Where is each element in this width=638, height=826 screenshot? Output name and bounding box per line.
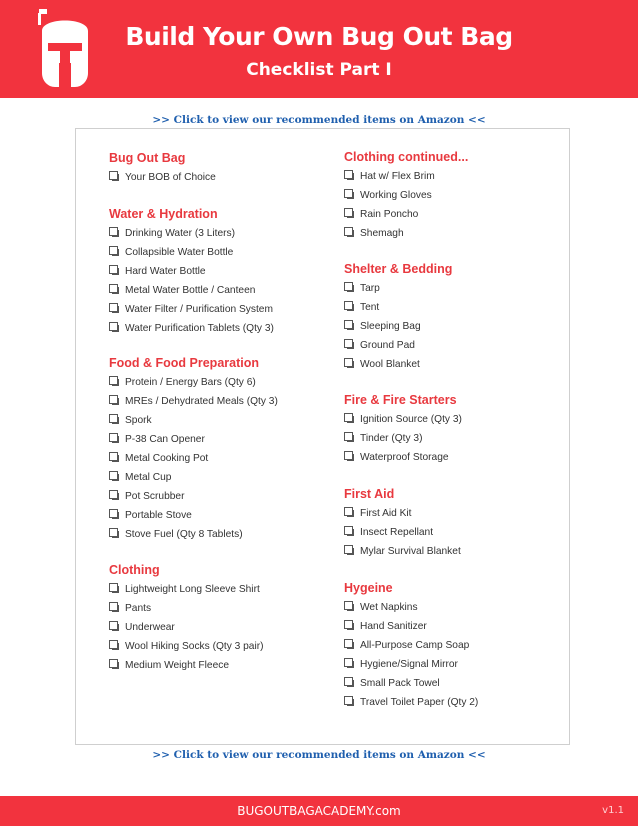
checklist-item[interactable]: [344, 339, 415, 351]
checkbox-icon[interactable]: [344, 227, 353, 236]
checklist-item[interactable]: [344, 301, 379, 313]
checkbox-icon[interactable]: [344, 601, 353, 610]
checklist-item[interactable]: [109, 303, 273, 315]
version-label: v1.1: [602, 805, 624, 816]
checklist-item-label: P-38 Can Opener: [125, 434, 205, 445]
checklist-item-label: Tarp: [360, 283, 380, 294]
checklist-item-label: Wool Blanket: [360, 359, 420, 370]
checklist-item-label: Hand Sanitizer: [360, 621, 427, 632]
checklist-item[interactable]: [109, 471, 171, 483]
checklist-item-label: Medium Weight Fleece: [125, 660, 229, 671]
checklist-item[interactable]: [344, 320, 421, 332]
checklist-item-label: Metal Cup: [125, 472, 172, 483]
checkbox-icon[interactable]: [344, 507, 353, 516]
checklist-item[interactable]: [109, 452, 208, 464]
checkbox-icon[interactable]: [344, 320, 353, 329]
checklist-item[interactable]: [109, 490, 184, 502]
section-title-shelter-bedding: Shelter & Bedding: [344, 262, 453, 276]
checkbox-icon[interactable]: [109, 322, 118, 331]
checkbox-icon[interactable]: [109, 395, 118, 404]
checklist-item-label: Spork: [125, 415, 152, 426]
checklist-item[interactable]: [109, 528, 243, 540]
checklist-item[interactable]: [344, 208, 418, 220]
checklist-item-label: Tent: [360, 302, 380, 313]
checkbox-icon[interactable]: [109, 171, 118, 180]
checklist-item[interactable]: [344, 620, 427, 632]
checkbox-icon[interactable]: [344, 189, 353, 198]
checklist-item[interactable]: [109, 246, 233, 258]
checklist-item-label: Small Pack Towel: [360, 678, 440, 689]
checkbox-icon[interactable]: [344, 432, 353, 441]
checklist-item-label: Lightweight Long Sleeve Shirt: [125, 584, 260, 595]
checkbox-icon[interactable]: [109, 621, 118, 630]
checklist-item[interactable]: [109, 433, 205, 445]
checklist-item[interactable]: [344, 545, 461, 557]
checklist-item-label: Ground Pad: [360, 340, 415, 351]
checklist-item-label: Metal Cooking Pot: [125, 453, 209, 464]
checklist-item-label: Mylar Survival Blanket: [360, 546, 461, 557]
checklist-item[interactable]: [109, 171, 216, 183]
checkbox-icon[interactable]: [344, 696, 353, 705]
checklist-item-label: Sleeping Bag: [360, 321, 421, 332]
checklist-item[interactable]: [344, 358, 420, 370]
checklist-item-label: Shemagh: [360, 228, 404, 239]
checkbox-icon[interactable]: [109, 640, 118, 649]
checklist-item[interactable]: [109, 602, 151, 614]
checkbox-icon[interactable]: [344, 451, 353, 460]
checklist-item[interactable]: [344, 677, 440, 689]
checklist-item-label: Your BOB of Choice: [125, 172, 216, 183]
checkbox-icon[interactable]: [344, 339, 353, 348]
section-title-food-food-preparation: Food & Food Preparation: [109, 356, 259, 370]
checklist-item-label: Hat w/ Flex Brim: [360, 171, 435, 182]
checklist-item-label: Wool Hiking Socks (Qty 3 pair): [125, 641, 264, 652]
checklist-item[interactable]: [344, 451, 449, 463]
section-title-hygeine: Hygeine: [344, 581, 393, 595]
checklist-item-label: Hygiene/Signal Mirror: [360, 659, 458, 670]
checklist-item[interactable]: [109, 621, 175, 633]
checklist-item-label: Pants: [125, 603, 152, 614]
checkbox-icon[interactable]: [109, 509, 118, 518]
checkbox-icon[interactable]: [109, 602, 118, 611]
checkbox-icon[interactable]: [344, 170, 353, 179]
checkbox-icon[interactable]: [344, 526, 353, 535]
footer-bar: [0, 796, 638, 826]
checkbox-icon[interactable]: [344, 413, 353, 422]
checkbox-icon[interactable]: [109, 659, 118, 668]
amazon-link-bottom[interactable]: >> Click to view our recommended items on Amazon <<: [152, 749, 486, 761]
checklist-item-label: Drinking Water (3 Liters): [125, 228, 236, 239]
checklist-item[interactable]: [109, 265, 206, 277]
checkbox-icon[interactable]: [109, 284, 118, 293]
checklist-item-label: Tinder (Qty 3): [360, 433, 423, 444]
checkbox-icon[interactable]: [344, 208, 353, 217]
checklist-item-label: Waterproof Storage: [360, 452, 449, 463]
section-title-clothing-continued: Clothing continued...: [344, 150, 469, 164]
checklist-item[interactable]: [344, 282, 380, 294]
footer-site-link[interactable]: BUGOUTBAGACADEMY.com: [237, 804, 401, 818]
checkbox-icon[interactable]: [109, 246, 118, 255]
checklist-item[interactable]: [109, 284, 255, 296]
section-title-fire-fire-starters: Fire & Fire Starters: [344, 393, 457, 407]
checklist-item-label: Collapsible Water Bottle: [125, 247, 234, 258]
section-title-water-hydration: Water & Hydration: [109, 207, 218, 221]
checkbox-icon[interactable]: [344, 301, 353, 310]
checklist-item[interactable]: [344, 170, 435, 182]
checklist-item-label: Water Purification Tablets (Qty 3): [125, 323, 274, 334]
checkbox-icon[interactable]: [109, 376, 118, 385]
page-subtitle: Checklist Part I: [246, 60, 392, 80]
checkbox-icon[interactable]: [109, 303, 118, 312]
checklist-item-label: Rain Poncho: [360, 209, 419, 220]
checkbox-icon[interactable]: [109, 471, 118, 480]
checklist-item-label: Ignition Source (Qty 3): [360, 414, 462, 425]
checkbox-icon[interactable]: [344, 620, 353, 629]
checklist-item-label: Insect Repellant: [360, 527, 434, 538]
checklist-item-label: Wet Napkins: [360, 602, 418, 613]
checklist-item[interactable]: [109, 640, 264, 652]
checkbox-icon[interactable]: [344, 677, 353, 686]
checklist-item[interactable]: [109, 659, 229, 671]
checkbox-icon[interactable]: [109, 583, 118, 592]
checklist-item-label: Protein / Energy Bars (Qty 6): [125, 377, 256, 388]
checklist-item-label: All-Purpose Camp Soap: [360, 640, 470, 651]
checklist-item-label: Pot Scrubber: [125, 491, 185, 502]
checklist-item[interactable]: [109, 583, 260, 595]
checklist-item[interactable]: [109, 395, 278, 407]
checklist-item-label: Travel Toilet Paper (Qty 2): [360, 697, 479, 708]
checklist-item[interactable]: [109, 414, 152, 426]
page-title: Build Your Own Bug Out Bag: [125, 22, 513, 51]
checklist-item[interactable]: [344, 526, 433, 538]
checklist-item-label: Stove Fuel (Qty 8 Tablets): [125, 529, 243, 540]
checklist-item[interactable]: [344, 189, 432, 201]
checklist-item-label: Metal Water Bottle / Canteen: [125, 285, 256, 296]
checkbox-icon[interactable]: [109, 433, 118, 442]
checklist-item[interactable]: [344, 432, 422, 444]
checklist-item-label: Water Filter / Purification System: [125, 304, 273, 315]
checklist-item-label: Underwear: [125, 622, 175, 633]
checklist-item[interactable]: [109, 227, 235, 239]
amazon-link-top[interactable]: >> Click to view our recommended items on Amazon <<: [152, 114, 486, 126]
checklist-item[interactable]: [344, 696, 478, 708]
checkbox-icon[interactable]: [344, 545, 353, 554]
section-title-first-aid: First Aid: [344, 487, 395, 501]
checklist-item[interactable]: [109, 376, 256, 388]
checklist-item-label: Working Gloves: [360, 190, 432, 201]
checkbox-icon[interactable]: [344, 639, 353, 648]
checkbox-icon[interactable]: [109, 265, 118, 274]
checklist-item[interactable]: [344, 601, 418, 613]
checklist-item[interactable]: [344, 507, 412, 519]
checklist-item[interactable]: [344, 658, 458, 670]
checkbox-icon[interactable]: [344, 658, 353, 667]
checklist-item[interactable]: [109, 509, 192, 521]
checklist-item-label: First Aid Kit: [360, 508, 412, 519]
checklist-item-label: Portable Stove: [125, 510, 192, 521]
checkbox-icon[interactable]: [109, 414, 118, 423]
checkbox-icon[interactable]: [109, 528, 118, 537]
section-title-bug-out-bag: Bug Out Bag: [109, 151, 186, 165]
checklist-item[interactable]: [109, 322, 274, 334]
checkbox-icon[interactable]: [109, 452, 118, 461]
checklist-item[interactable]: [344, 639, 469, 651]
checkbox-icon[interactable]: [109, 490, 118, 499]
header-banner: [0, 0, 638, 98]
checklist-item[interactable]: [344, 227, 404, 239]
section-title-clothing: Clothing: [109, 563, 160, 577]
checklist-item-label: MREs / Dehydrated Meals (Qty 3): [125, 396, 278, 407]
checkbox-icon[interactable]: [344, 358, 353, 367]
checklist-item-label: Hard Water Bottle: [125, 266, 206, 277]
checkbox-icon[interactable]: [109, 227, 118, 236]
checklist-item[interactable]: [344, 413, 462, 425]
checkbox-icon[interactable]: [344, 282, 353, 291]
